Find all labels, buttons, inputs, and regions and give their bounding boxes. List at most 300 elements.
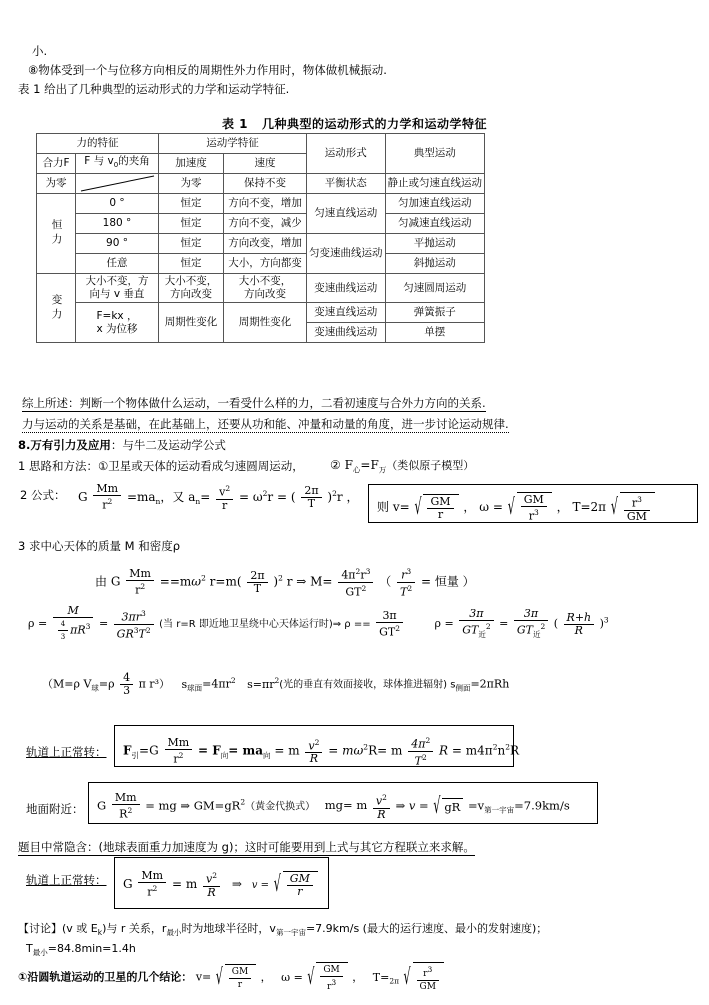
s-cross: s=πr <box>247 677 275 691</box>
sqrt-radicand <box>423 494 458 521</box>
s-side-value: =2πRh <box>470 677 510 691</box>
cell-accel <box>159 274 224 303</box>
summary-line-2: 力与运动的关系是基础，在此基础上，还要从功和能、冲量和动量的角度，进一步讨论运动规律. <box>22 417 509 431</box>
den-exp: 2 <box>485 621 491 631</box>
R-factor: R <box>439 743 449 758</box>
den-exp1: 3 <box>133 625 139 635</box>
boxed-content <box>115 726 520 771</box>
frac-den: r <box>297 884 303 898</box>
num-exp: 2 <box>382 793 387 802</box>
den-R: R <box>119 807 128 821</box>
intro-line-3: 表 1 给出了几种典型的运动形式的力学和运动学特征. <box>18 82 290 96</box>
cell-motion-form: 变速直线运动 <box>307 303 386 323</box>
eq-ma: =ma <box>126 489 156 504</box>
eq-m: ==m <box>159 574 192 589</box>
cell-accel: 恒定 <box>159 234 224 254</box>
angle-pre: F 与 v <box>84 155 114 167</box>
F-sub-centripetal: 向 <box>220 751 229 761</box>
num-exp3: 3 <box>365 567 371 576</box>
from-G: 由 G <box>95 574 121 589</box>
eq-v: =v <box>468 798 485 813</box>
summary-line-1: 综上所述：判断一个物体做什么运动，一看受什么样的力，二看初速度与合外力方向的关系. <box>22 396 486 410</box>
s-label: s <box>181 677 188 691</box>
header-kinematic-characteristics: 运动学特征 <box>159 134 307 154</box>
frac-den <box>408 752 433 768</box>
const-G: G <box>78 489 88 504</box>
frac-num: R+h <box>564 612 595 625</box>
T-sub-min: 最小 <box>32 948 48 958</box>
den-r: r <box>528 509 534 523</box>
boxed-ground-equation <box>88 782 598 824</box>
boxed-content <box>89 783 597 825</box>
frac-den <box>397 583 415 599</box>
item-1-method <box>18 459 304 473</box>
table-row <box>37 234 485 254</box>
vol-sub: 球 <box>91 683 99 693</box>
eq-m-omega: = mω <box>328 743 364 758</box>
header-angle <box>76 154 159 174</box>
radiation-note: (光的垂直有效面接收，球体推进辐射) s <box>279 679 456 691</box>
table-row <box>37 214 485 234</box>
frac-num <box>203 870 220 887</box>
paren-exp: 2 <box>278 573 283 583</box>
num-4pi: 4π <box>411 737 426 751</box>
num-v: v <box>375 794 383 808</box>
header-resultant-force: 合力F <box>37 154 76 174</box>
discussion-a: (v 或 E <box>62 922 98 935</box>
cell-accel: 恒定 <box>159 254 224 274</box>
num-exp: 3 <box>427 965 433 974</box>
table-row <box>37 303 485 323</box>
frac-4pi2-T2 <box>408 735 433 767</box>
frac-4-3 <box>58 618 68 643</box>
intro-line-1: 小. <box>32 44 48 58</box>
num-v: v <box>206 872 213 886</box>
den-exp: 3 <box>85 621 91 631</box>
n-sym: n <box>497 743 506 758</box>
item-1-text: 1 思路和方法：①卫星或天体的运动看成匀速圆周运动， <box>18 459 304 473</box>
frac-den: GM <box>419 982 436 992</box>
frac-num: M <box>53 605 94 618</box>
period-eq: T=2π <box>572 499 607 514</box>
s-value: =4πr <box>202 677 231 691</box>
frac-num <box>216 483 233 500</box>
frac-num: 3π <box>459 608 493 621</box>
frac-num <box>624 494 650 511</box>
accel-a: 大小不变， <box>164 275 218 288</box>
rho-eq-2: ρ = <box>434 617 454 630</box>
sqrt-radicand <box>316 962 347 993</box>
cell-motion-form: 匀速直线运动 <box>307 194 386 234</box>
table-row <box>37 254 485 274</box>
item-1-formula <box>330 458 474 477</box>
eq-2: = <box>499 617 509 630</box>
frac-den: T <box>307 496 316 510</box>
omega-equals: ω = <box>281 970 303 984</box>
cell-force-desc <box>76 274 159 303</box>
comma-2: ， <box>556 499 569 514</box>
den-exp: 2 <box>107 497 113 506</box>
den-GT: GT <box>516 623 533 637</box>
frac-den: r <box>221 498 228 512</box>
sqrt-radicand <box>225 964 256 991</box>
frac-3pir3-GR3T2 <box>114 608 154 640</box>
frac-num: 3π <box>514 608 548 621</box>
cell-velocity: 方向不变，增加 <box>224 194 307 214</box>
frac-den: r <box>437 507 444 521</box>
den-exp: 3 <box>533 508 539 517</box>
frac-den: r <box>237 980 243 990</box>
s-sub-side: 侧面 <box>455 683 471 693</box>
sqrt-radicand <box>283 871 318 898</box>
num-r: r <box>631 496 638 510</box>
force-desc-a: 大小不变，方 <box>85 275 149 288</box>
sqrt-gR <box>433 798 463 814</box>
frac-den: R <box>309 752 319 766</box>
cell-resultant-zero: 为零 <box>37 174 76 194</box>
T-min-value: =84.8min=1.4h <box>47 942 136 955</box>
header-velocity: 速度 <box>224 154 307 174</box>
implicit-condition-note <box>18 840 475 854</box>
discussion-line-2 <box>26 942 136 960</box>
table-caption-number: 表 1 <box>221 117 248 131</box>
frac-Mm-r2 <box>93 483 121 512</box>
f-gravity-sub: 万 <box>378 465 387 475</box>
f-centripetal-sub: 心 <box>352 465 361 475</box>
cell-angle: 180 ° <box>76 214 159 234</box>
vel-b: 方向改变 <box>244 288 286 301</box>
cell-motion-form: 匀变速曲线运动 <box>307 234 386 274</box>
cell-velocity <box>224 274 307 303</box>
force-desc-b: 向与 v 垂直 <box>89 288 145 301</box>
cell-accel: 为零 <box>159 174 224 194</box>
table-row <box>37 274 485 303</box>
den-exp: 2 <box>540 621 546 631</box>
cell-angle: 90 ° <box>76 234 159 254</box>
implies-arrow-2: ⇒ <box>395 798 406 813</box>
comma-1: ， <box>463 499 476 514</box>
den-r: r <box>135 583 141 597</box>
den-exp: 2 <box>395 623 401 633</box>
table-header-row-1 <box>37 134 485 154</box>
constant-note: = 恒量 ） <box>421 574 475 589</box>
frac-num: √ GM <box>320 964 342 977</box>
frac-Rh-R <box>564 612 595 637</box>
force-F: F <box>123 743 132 758</box>
frac-Mm-R2 <box>112 792 140 821</box>
omega-eq: ω = <box>479 499 503 514</box>
item-3-formula <box>95 566 475 598</box>
frac-num <box>305 737 322 754</box>
frac-4-3 <box>120 672 133 697</box>
discussion-b: )与 r 关系，r <box>102 922 167 935</box>
diagonal-line-icon <box>78 175 156 192</box>
then-v: 则 v= <box>377 499 410 514</box>
omega-exp: 2 <box>363 742 369 752</box>
frac-r3-T2 <box>397 566 415 598</box>
den-exp: 2 <box>152 884 158 893</box>
cell-diagonal-slash <box>76 174 159 194</box>
frac-num: Mm <box>138 870 166 883</box>
num-v: v <box>219 485 226 499</box>
den-exp: 2 <box>140 581 146 591</box>
frac-num <box>417 964 439 981</box>
s-sub-sphere: 球面 <box>187 683 203 693</box>
den-r: r <box>173 752 179 766</box>
cell-typical-motion: 斜抛运动 <box>385 254 485 274</box>
den-GT: GT <box>462 623 479 637</box>
cell-velocity: 周期性变化 <box>224 303 307 343</box>
paren-exp: 3 <box>603 615 609 625</box>
accel-b: 方向改变 <box>170 288 212 301</box>
discussion-head: 【讨论】 <box>18 922 62 935</box>
boxed-orbit-equation <box>114 725 520 768</box>
discussion-line-1 <box>18 922 547 940</box>
frac-Mm-r2 <box>138 870 166 899</box>
sqrt-radicand: gR <box>442 798 463 814</box>
den-sub: 近 <box>532 629 541 639</box>
frac-num: √ GM <box>229 966 251 979</box>
den-sub: 近 <box>478 629 486 639</box>
ground-label: 地面附近： <box>26 802 84 816</box>
near-earth-note: (当 r=R 即近地卫星绕中心天体运行时)⇒ ρ == <box>159 619 371 630</box>
frac-num <box>373 792 390 809</box>
cell-angle: 0 ° <box>76 194 159 214</box>
gm-gr2: GM=gR <box>193 798 241 813</box>
frac-GM-r <box>427 496 453 521</box>
den-GT: GT <box>379 625 396 639</box>
omega-exp: 2 <box>201 573 206 583</box>
const-G: G <box>97 798 107 813</box>
num-r: r <box>423 969 428 979</box>
v-equals: v = <box>251 879 269 891</box>
frac-num: 4 <box>58 618 68 631</box>
tail-r: r ， <box>336 489 359 504</box>
den-r: r <box>102 498 108 512</box>
again-text: ，又 <box>160 489 185 504</box>
cell-velocity: 保持不变 <box>224 174 307 194</box>
cell-typical-motion: 匀加速直线运动 <box>385 194 485 214</box>
item-2-label: 2 公式： <box>20 488 66 502</box>
num-4pi: 4π <box>341 568 356 582</box>
frac-den <box>126 581 154 597</box>
T-equals: T= <box>372 970 390 984</box>
boxed-content <box>369 485 697 527</box>
item-3-label: 3 求中心天体的质量 M 和密度ρ <box>18 539 181 553</box>
cell-typical-motion: 平抛运动 <box>385 234 485 254</box>
num-3pir: 3πr <box>121 610 142 624</box>
frac-num <box>114 608 154 625</box>
close-paren: ) <box>327 489 333 504</box>
f-equals: =F <box>360 458 379 472</box>
Ek-sub: k <box>97 928 103 938</box>
force-desc-a: F=kx ， <box>96 309 138 322</box>
force-desc-b: x 为位移 <box>96 322 138 335</box>
comma-2: ， <box>352 970 364 984</box>
golden-substitution-note: （黄金代换式） <box>245 801 316 813</box>
frac-den: 3 <box>60 633 66 641</box>
R-tail: R <box>510 743 520 758</box>
v-equals: v = <box>408 798 429 813</box>
frac-4pi2r3-GT2 <box>338 566 373 598</box>
frac-num: 2π <box>247 570 267 583</box>
implies-arrow: ⇒ <box>180 798 191 813</box>
eq-m: = m <box>171 876 198 891</box>
sqrt-GM-r <box>216 964 256 991</box>
num-exp: 2 <box>212 871 218 880</box>
atom-model-note: （类似原子模型） <box>386 459 475 472</box>
open-paren: （ <box>379 574 392 589</box>
F-sub-gravity: 引 <box>131 751 140 761</box>
cell-velocity: 方向改变，增加 <box>224 234 307 254</box>
v-sub-first-cosmic: 第一宇宙 <box>275 928 306 938</box>
conclusion-line <box>18 962 445 993</box>
discussion-c: 时为地球半径时，v <box>181 922 276 935</box>
frac-den <box>376 623 403 639</box>
omega-sym: ω <box>191 574 202 589</box>
sqrt-r3-GM <box>611 492 655 523</box>
item-2-formula <box>78 483 358 512</box>
eq-F-centripetal: = F <box>198 743 221 758</box>
num-exp: 3 <box>637 495 642 504</box>
table-caption <box>0 115 709 132</box>
frac-v2-R <box>203 870 220 899</box>
f-centripetal: ② F <box>330 458 353 472</box>
header-force-characteristics: 力的特征 <box>37 134 159 154</box>
omega-exp: 2 <box>262 488 268 498</box>
num-r: r <box>401 568 407 582</box>
intro-line-2: ⑧物体受到一个与位移方向相反的周期性外力作用时，物体做机械振动. <box>28 63 387 77</box>
two-pi: 2π <box>389 976 400 986</box>
frac-den: R <box>574 623 583 637</box>
implicit-text: 题目中常隐含：(地球表面重力加速度为 g)；这时可能要用到上式与其它方程联立来求解。 <box>18 840 475 854</box>
n-exp: 2 <box>505 742 510 752</box>
frac-den: R <box>207 885 216 899</box>
frac-num: Mm <box>112 792 140 805</box>
frac-den: 3 <box>123 684 131 697</box>
frac-num <box>397 566 415 583</box>
frac-den <box>165 750 193 766</box>
motion-characteristics-table <box>36 133 485 343</box>
header-typical-motion: 典型运动 <box>385 134 485 174</box>
boxed-orbital-formulas <box>368 484 698 523</box>
v-equals: v= <box>195 970 212 984</box>
frac-den <box>114 625 154 641</box>
den-piR: πR <box>70 623 86 637</box>
sqrt-radicand <box>517 492 552 523</box>
num-exp: 2 <box>225 484 231 493</box>
cell-angle: 任意 <box>76 254 159 274</box>
table-row <box>37 194 485 214</box>
frac-r3-GM <box>624 494 650 523</box>
frac-den <box>320 977 342 993</box>
rho-eq: ρ = <box>28 617 48 630</box>
den-exp: 3 <box>331 978 337 987</box>
cell-typical-motion: 单摆 <box>385 323 485 343</box>
eq-1: = <box>98 617 109 630</box>
den-exp: 2 <box>127 806 133 815</box>
orbit-label-2: 轨道上正常转： <box>26 873 107 887</box>
implies-arrow: ⇒ <box>231 876 242 891</box>
const-G: G <box>123 876 133 891</box>
frac-num: √ GM <box>427 496 453 509</box>
ma-sub: n <box>155 497 161 507</box>
r-sub-min: 最小 <box>166 928 182 938</box>
table-row <box>37 174 485 194</box>
eq-m4pi2: = m4π <box>451 743 493 758</box>
den-r: r <box>327 982 332 992</box>
den-exp2: 2 <box>145 625 151 635</box>
frac-den <box>338 583 373 599</box>
density-formula <box>28 605 609 643</box>
sqrt-GM-r <box>414 494 458 521</box>
sqrt-GM-r <box>274 871 318 898</box>
frac-r3-GM <box>417 964 439 993</box>
tail-exp: 2 <box>492 742 498 752</box>
R-eq-m: R= m <box>368 743 403 758</box>
frac-num <box>338 566 373 583</box>
frac-M-vol <box>53 605 94 643</box>
an-eq: = <box>200 489 211 504</box>
frac-3pi-GTjin2-b <box>514 608 548 641</box>
frac-GM-r <box>287 873 313 898</box>
frac-v2-r <box>216 483 233 512</box>
frac-GM-r <box>229 966 251 991</box>
den-r: r <box>147 885 153 899</box>
num-exp2: 2 <box>355 567 361 576</box>
sqrt-GM-r3 <box>508 492 552 523</box>
paren-exp: 2 <box>332 488 337 498</box>
den-exp: 2 <box>361 583 367 593</box>
close-paren: ) <box>599 617 604 630</box>
eq-mg: = mg <box>145 798 177 813</box>
cell-velocity: 方向不变，减少 <box>224 214 307 234</box>
frac-den <box>521 507 547 523</box>
boxed-content <box>115 858 328 903</box>
cell-velocity: 大小，方向都变 <box>224 254 307 274</box>
den-exp: 2 <box>407 583 413 593</box>
frac-num: Mm <box>126 568 154 581</box>
cell-motion-form: 平衡状态 <box>307 174 386 194</box>
num-exp: 2 <box>425 736 431 745</box>
omega-r: r = ( <box>267 489 296 504</box>
cell-accel: 恒定 <box>159 214 224 234</box>
frac-den <box>53 618 94 643</box>
frac-2pi-T <box>301 485 321 510</box>
ma-sub: 向 <box>263 751 271 761</box>
cell-motion-form: 变速曲线运动 <box>307 323 386 343</box>
sqrt-radicand <box>413 962 444 993</box>
boxed-orbit-velocity <box>114 857 329 909</box>
eq-G: =G <box>139 743 159 758</box>
section-8-title: 8.万有引力及应用 <box>18 438 111 452</box>
cell-force-desc <box>76 303 159 343</box>
frac-den: R <box>377 807 386 821</box>
cell-accel: 周期性变化 <box>159 303 224 343</box>
cell-motion-form: 变速曲线运动 <box>307 274 386 303</box>
pi-r-cubed: π r³） <box>138 677 170 691</box>
gr-exp: 2 <box>240 797 246 807</box>
r-equals-m: r=m( <box>209 574 242 589</box>
num-r: r <box>360 568 366 582</box>
den-exp: 2 <box>421 752 427 762</box>
conclusion-head: ①沿圆轨道运动的卫星的几个结论： <box>18 970 193 984</box>
angle-sub: 0 <box>113 161 119 170</box>
frac-num: 2π <box>301 485 321 498</box>
rho-times: =ρ <box>98 677 115 691</box>
frac-num <box>408 735 433 752</box>
T-sym: T <box>26 942 33 955</box>
